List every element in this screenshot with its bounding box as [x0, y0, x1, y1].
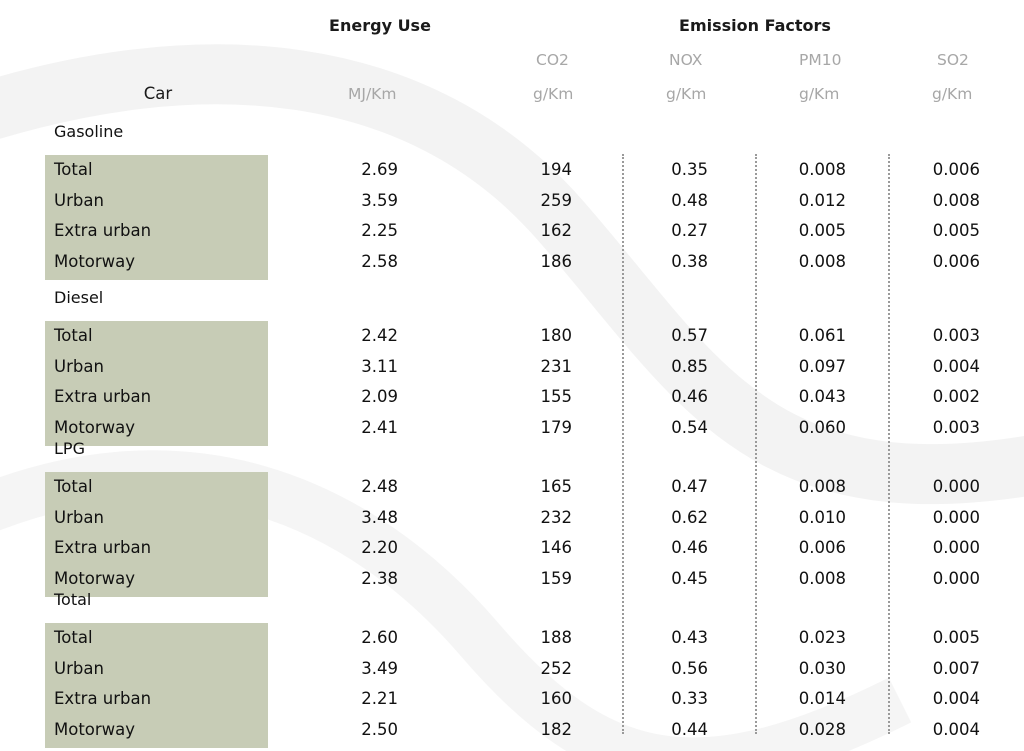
cell-so2: 0.000	[932, 477, 980, 496]
cell-pm10: 0.043	[798, 387, 846, 406]
cell-pm10: 0.014	[798, 689, 846, 708]
cell-energy: 3.49	[361, 658, 398, 678]
cell-pm10: 0.010	[798, 507, 846, 527]
cell-nox: 0.27	[671, 221, 708, 240]
cell-nox: 0.35	[671, 160, 708, 179]
cell-pm10: 0.023	[798, 628, 846, 647]
cell-nox: 0.45	[671, 568, 708, 588]
cell-energy: 2.21	[361, 689, 398, 708]
cell-energy: 2.41	[361, 417, 398, 437]
cell-so2: 0.004	[932, 689, 980, 708]
cell-so2: 0.004	[932, 356, 980, 376]
cell-co2: 179	[540, 417, 572, 437]
header-so2: SO2	[937, 51, 969, 69]
group-label: Diesel	[54, 288, 104, 307]
cell-co2: 188	[540, 628, 572, 647]
cell-co2: 194	[540, 160, 572, 179]
separator-nox-pm10	[755, 154, 757, 734]
cell-so2: 0.000	[932, 507, 980, 527]
cell-nox: 0.85	[671, 356, 708, 376]
row-label: Urban	[54, 190, 104, 210]
cell-co2: 186	[540, 251, 572, 271]
cell-energy: 2.20	[361, 538, 398, 557]
unit-energy: MJ/Km	[348, 85, 397, 103]
cell-so2: 0.000	[932, 568, 980, 588]
cell-pm10: 0.006	[798, 538, 846, 557]
separator-pm10-so2	[888, 154, 890, 734]
cell-so2: 0.004	[932, 719, 980, 739]
row-label: Extra urban	[54, 221, 152, 240]
cell-so2: 0.007	[932, 658, 980, 678]
row-label: Motorway	[54, 719, 136, 739]
row-label: Total	[54, 160, 93, 179]
group-label: Gasoline	[54, 122, 124, 141]
header-pm10: PM10	[799, 51, 842, 69]
cell-nox: 0.44	[671, 719, 708, 739]
group-label: Total	[54, 590, 92, 609]
cell-nox: 0.33	[671, 689, 708, 708]
group-label: LPG	[54, 439, 85, 458]
cell-co2: 231	[540, 356, 572, 376]
row-label: Urban	[54, 507, 104, 527]
cell-co2: 259	[540, 190, 572, 210]
cell-energy: 2.50	[361, 719, 398, 739]
cell-nox: 0.56	[671, 658, 708, 678]
row-label: Urban	[54, 356, 104, 376]
cell-pm10: 0.008	[798, 160, 846, 179]
cell-co2: 160	[540, 689, 572, 708]
cell-so2: 0.002	[932, 387, 980, 406]
cell-so2: 0.003	[932, 417, 980, 437]
cell-pm10: 0.008	[798, 568, 846, 588]
cell-co2: 155	[540, 387, 572, 406]
header-co2: CO2	[536, 51, 569, 69]
separator-co2-nox	[622, 154, 624, 734]
cell-energy: 2.58	[361, 251, 398, 271]
row-label: Motorway	[54, 417, 136, 437]
cell-nox: 0.43	[671, 628, 708, 647]
cell-co2: 146	[540, 538, 572, 557]
row-label: Motorway	[54, 251, 136, 271]
cell-so2: 0.006	[932, 160, 980, 179]
cell-energy: 3.48	[361, 507, 398, 527]
row-label: Total	[54, 628, 93, 647]
cell-nox: 0.46	[671, 538, 708, 557]
header-car: Car	[143, 84, 173, 103]
cell-energy: 2.48	[361, 477, 398, 496]
cell-nox: 0.57	[671, 326, 708, 345]
cell-energy: 3.59	[361, 190, 398, 210]
cell-nox: 0.48	[671, 190, 708, 210]
cell-pm10: 0.030	[798, 658, 846, 678]
row-label: Extra urban	[54, 387, 152, 406]
header-nox: NOX	[669, 51, 703, 69]
cell-so2: 0.005	[932, 221, 980, 240]
row-label: Extra urban	[54, 689, 152, 708]
header-emission-factors: Emission Factors	[679, 16, 831, 35]
unit-co2: g/Km	[533, 85, 574, 103]
unit-nox: g/Km	[666, 85, 707, 103]
unit-pm10: g/Km	[799, 85, 840, 103]
cell-nox: 0.38	[671, 251, 708, 271]
cell-pm10: 0.005	[798, 221, 846, 240]
cell-nox: 0.62	[671, 507, 708, 527]
cell-pm10: 0.012	[798, 190, 846, 210]
cell-co2: 162	[540, 221, 572, 240]
cell-nox: 0.46	[671, 387, 708, 406]
row-label: Motorway	[54, 568, 136, 588]
row-label: Total	[54, 477, 93, 496]
cell-co2: 252	[540, 658, 572, 678]
cell-so2: 0.008	[932, 190, 980, 210]
cell-so2: 0.005	[932, 628, 980, 647]
row-label: Extra urban	[54, 538, 152, 557]
unit-so2: g/Km	[932, 85, 973, 103]
cell-pm10: 0.097	[798, 356, 846, 376]
cell-so2: 0.006	[932, 251, 980, 271]
cell-co2: 232	[540, 507, 572, 527]
cell-pm10: 0.060	[798, 417, 846, 437]
cell-energy: 3.11	[361, 356, 398, 376]
cell-co2: 180	[540, 326, 572, 345]
row-label: Urban	[54, 658, 104, 678]
cell-co2: 159	[540, 568, 572, 588]
cell-pm10: 0.008	[798, 251, 846, 271]
cell-energy: 2.69	[361, 160, 398, 179]
cell-energy: 2.60	[361, 628, 398, 647]
row-label: Total	[54, 326, 93, 345]
cell-so2: 0.003	[932, 326, 980, 345]
cell-energy: 2.09	[361, 387, 398, 406]
cell-so2: 0.000	[932, 538, 980, 557]
cell-energy: 2.25	[361, 221, 398, 240]
cell-pm10: 0.061	[798, 326, 846, 345]
cell-nox: 0.54	[671, 417, 708, 437]
cell-energy: 2.38	[361, 568, 398, 588]
cell-energy: 2.42	[361, 326, 398, 345]
cell-pm10: 0.028	[798, 719, 846, 739]
cell-nox: 0.47	[671, 477, 708, 496]
cell-co2: 182	[540, 719, 572, 739]
cell-pm10: 0.008	[798, 477, 846, 496]
header-energy-use: Energy Use	[329, 16, 431, 35]
cell-co2: 165	[540, 477, 572, 496]
